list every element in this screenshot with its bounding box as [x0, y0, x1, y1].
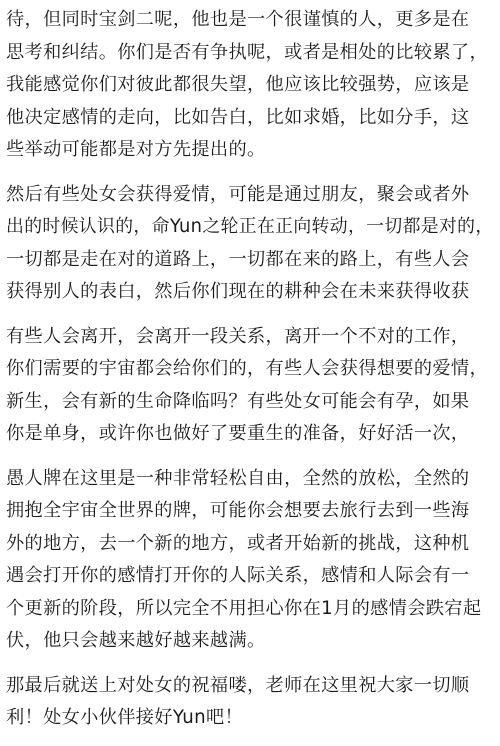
text-line: 些举动可能都是对方先提出的。 — [6, 139, 266, 161]
text-line: 伏，他只会越来越好越来越满。 — [6, 630, 266, 652]
text-line: 有些人会离开，会离开一段关系，离开一个不对的工作， — [6, 325, 470, 347]
text-line: 愚人牌在这里是一种非常轻松自由，全然的放松，全然的 — [6, 467, 470, 489]
text-line: 新生，会有新的生命降临吗？有些处女可能会有孕，如果 — [6, 390, 470, 412]
text-line: 拥抱全宇宙全世界的牌，可能你会想要去旅行去到一些海 — [6, 500, 470, 522]
paragraph-1 — [6, 4, 494, 167]
text-line: 获得别人的表白，然后你们现在的耕种会在未来获得收获 — [6, 281, 470, 303]
text-line: 待，但同时宝剑二呢，他也是一个很谨慎的人，更多是在 — [6, 9, 470, 30]
text-line: 一切都是走在对的道路上，一切都在来的路上，有些人会 — [6, 248, 470, 270]
text-line: 遇会打开你的感情打开你的人际关系，感情和人际会有一 — [6, 565, 470, 587]
text-line: 你们需要的宇宙都会给你们的，有些人会获得想要的爱情， — [6, 358, 488, 380]
text-line: 你是单身，或许你也做好了要重生的准备，好好活一次， — [6, 423, 470, 445]
text-line: 那最后就送上对处女的祝福喽，老师在这里祝大家一切顺 — [6, 674, 470, 696]
paragraph-5 — [6, 670, 494, 735]
text-line: 利！处女小伙伴接好Yun吧！ — [6, 707, 244, 729]
paragraph-2 — [6, 179, 494, 309]
text-line: 外的地方，去一个新的地方，或者开始新的挑战，这种机 — [6, 532, 470, 554]
text-line: 他决定感情的走向，比如告白，比如求婚，比如分手，这 — [6, 106, 470, 128]
text-line: 我能感觉你们对彼此都很失望，他应该比较强势，应该是 — [6, 74, 470, 96]
paragraph-4 — [6, 463, 494, 659]
article-body — [6, 4, 494, 746]
text-line: 思考和纠结。你们是否有争执呢，或者是相处的比较累了， — [6, 41, 488, 63]
paragraph-3 — [6, 321, 494, 451]
text-line: 个更新的阶段，所以完全不用担心你在1月的感情会跌宕起 — [6, 597, 482, 619]
text-line: 出的时候认识的，命Yun之轮正在正向转动，一切都是对的， — [6, 216, 494, 238]
text-line: 然后有些处女会获得爱情，可能是通过朋友，聚会或者外 — [6, 183, 470, 205]
